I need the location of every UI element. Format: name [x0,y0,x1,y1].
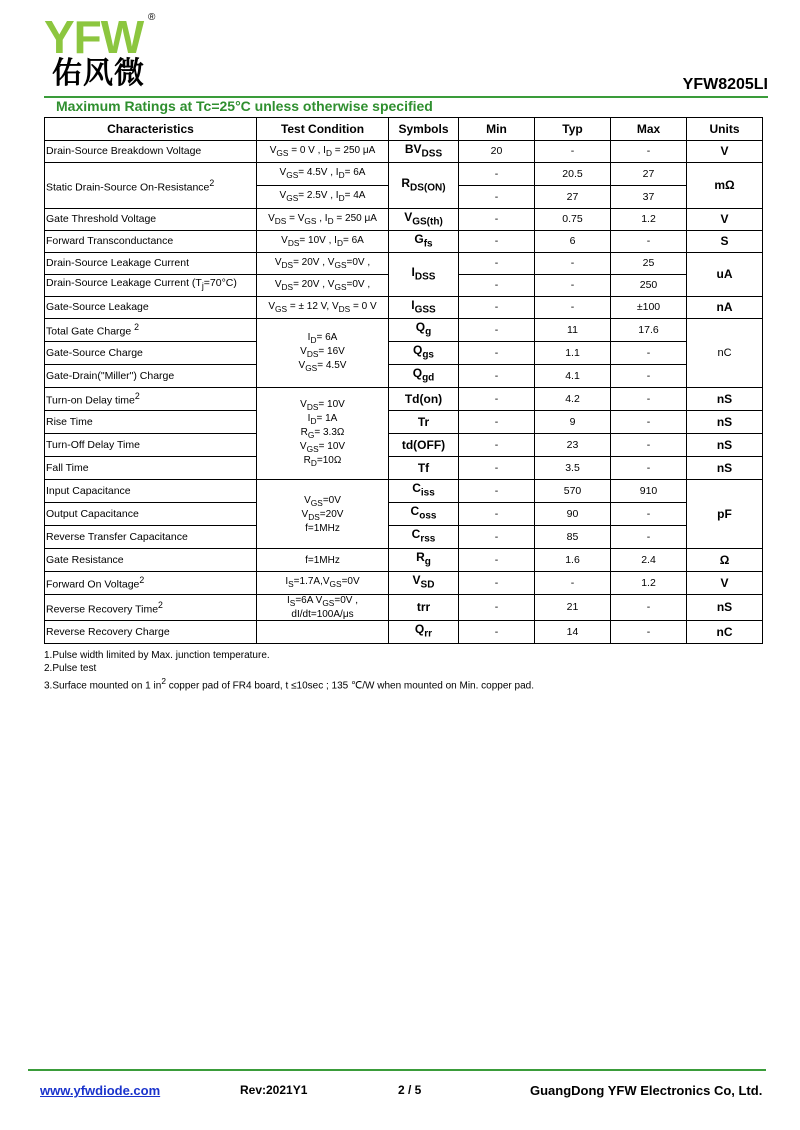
unit-cell: pF [687,480,763,549]
table-row [45,209,763,231]
characteristic-cell: Fall Time [45,457,257,480]
min-cell: - [459,342,535,365]
characteristic-cell: Gate Resistance [45,549,257,572]
max-cell: - [611,457,687,480]
max-cell: - [611,365,687,388]
table-row [45,231,763,253]
characteristic-cell: Static Drain-Source On-Resistance$^2$ [45,163,257,209]
condition-cell: $I_D= 6A$ $V_{DS}= 16V$ $V_{GS}= 4.5V$ [257,319,389,388]
condition-cell: $V_{GS}= 2.5V$ , $I_D= 4A$ [257,186,389,209]
characteristic-cell: Drain-Source Leakage Current [45,253,257,275]
characteristic-cell: Output Capacitance [45,503,257,526]
characteristic-cell: Gate-Source Charge [45,342,257,365]
typ-cell: - [535,297,611,319]
min-cell: - [459,253,535,275]
table-row [45,503,763,526]
table-row [45,526,763,549]
symbol-cell: $I_{DSS}$ [389,253,459,297]
table-row [45,141,763,163]
unit-cell: V [687,141,763,163]
characteristic-cell: Rise Time [45,411,257,434]
condition-cell: $V_{DS}= 10V$ , $I_D= 6A$ [257,231,389,253]
max-cell: - [611,595,687,621]
typ-cell: - [535,572,611,595]
page-number: 2 / 5 [398,1083,422,1097]
min-cell: - [459,411,535,434]
company-name: GuangDong YFW Electronics Co, Ltd. [530,1083,763,1098]
table-row [45,319,763,342]
symbol-cell: td(OFF) [389,434,459,457]
condition-cell: $V_{GS}=0V$ $V_{DS}=20V$ f=1MHz [257,480,389,549]
max-cell: 910 [611,480,687,503]
symbol-cell: $G_{fs}$ [389,231,459,253]
characteristic-cell: Turn-Off Delay Time [45,434,257,457]
symbol-cell: $Q_{rr}$ [389,621,459,644]
footnote: 3.Surface mounted on 1 $in^2$ copper pad of FR4 board, t ≤10sec ; 135 ℃/W when mounted on Min. copper pad. [44,676,534,692]
min-cell: - [459,595,535,621]
symbol-cell: $V_{SD}$ [389,572,459,595]
max-cell: - [611,388,687,411]
min-cell: - [459,231,535,253]
column-header: Test Condition [257,118,389,141]
symbol-cell: Td(on) [389,388,459,411]
column-header: Units [687,118,763,141]
table-row [45,595,763,621]
typ-cell: 23 [535,434,611,457]
max-cell: - [611,342,687,365]
symbol-cell: $V_{GS(th)}$ [389,209,459,231]
max-cell: - [611,411,687,434]
max-cell: - [611,621,687,644]
table-row [45,480,763,503]
table-row [45,253,763,275]
symbol-cell: $R_{DS(ON)}$ [389,163,459,209]
typ-cell: 90 [535,503,611,526]
typ-cell: - [535,275,611,297]
table-row [45,297,763,319]
max-cell: 2.4 [611,549,687,572]
min-cell: - [459,526,535,549]
unit-cell: nC [687,319,763,388]
typ-cell: 4.2 [535,388,611,411]
characteristic-cell: Gate-Source Leakage [45,297,257,319]
max-cell: - [611,503,687,526]
min-cell: - [459,434,535,457]
characteristic-cell: Gate Threshold Voltage [45,209,257,231]
typ-cell: - [535,141,611,163]
table-row [45,411,763,434]
condition-cell: $V_{DS}= 20V$ , $V_{GS}=0V$ , [257,253,389,275]
max-cell: ±100 [611,297,687,319]
unit-cell: nS [687,388,763,411]
unit-cell: V [687,572,763,595]
column-header: Max [611,118,687,141]
website-link[interactable]: www.yfwdiode.com [40,1083,161,1098]
table-row [45,434,763,457]
unit-cell: nA [687,297,763,319]
condition-cell [257,621,389,644]
footnotes [44,650,534,693]
condition-cell: f=1MHz [257,549,389,572]
condition-cell: $V_{GS}$ = ± 12 V, $V_{DS} = 0$ V [257,297,389,319]
characteristic-cell: Forward Transconductance [45,231,257,253]
min-cell: - [459,365,535,388]
typ-cell: 14 [535,621,611,644]
column-header: Characteristics [45,118,257,141]
part-number: YFW8205LI [682,76,768,93]
company-logo [44,12,164,92]
typ-cell: 85 [535,526,611,549]
column-header: Min [459,118,535,141]
condition-cell: $V_{GS}= 4.5V$ , $I_D= 6A$ [257,163,389,186]
max-cell: - [611,141,687,163]
bottom-divider [28,1069,766,1071]
footnote: 1.Pulse width limited by Max. junction temperature. [44,650,270,661]
unit-cell: Ω [687,549,763,572]
min-cell: - [459,480,535,503]
typ-cell: 3.5 [535,457,611,480]
unit-cell: mΩ [687,163,763,209]
condition-cell: $I_S=6A$ $V_{GS}=0V$ , dI/dt=100A/μs [257,595,389,621]
characteristic-cell: Reverse Recovery Charge [45,621,257,644]
min-cell: - [459,621,535,644]
min-cell: - [459,503,535,526]
unit-cell: uA [687,253,763,297]
max-cell: 1.2 [611,209,687,231]
table-row [45,572,763,595]
characteristic-cell: Gate-Drain("Miller") Charge [45,365,257,388]
min-cell: - [459,572,535,595]
condition-cell: $V_{DS}= 20V$ , $V_{GS}=0V$ , [257,275,389,297]
characteristic-cell: Turn-on Delay time$^2$ [45,388,257,411]
min-cell: - [459,388,535,411]
max-cell: - [611,434,687,457]
typ-cell: 27 [535,186,611,209]
table-row [45,342,763,365]
characteristic-cell: Reverse Transfer Capacitance [45,526,257,549]
symbol-cell: $R_g$ [389,549,459,572]
max-cell: - [611,231,687,253]
max-cell: 17.6 [611,319,687,342]
table-row [45,549,763,572]
condition-cell: $V_{DS} = V_{GS}$ , $I_D = 250$ μA [257,209,389,231]
min-cell: - [459,297,535,319]
table-row [45,457,763,480]
logo-chinese-text: 佑风微 [52,56,145,91]
footnote: 2.Pulse test [44,662,97,674]
symbol-cell: $Q_{gs}$ [389,342,459,365]
symbol-cell: trr [389,595,459,621]
min-cell: - [459,209,535,231]
table-header-row [45,118,763,141]
symbol-cell: $I_{GSS}$ [389,297,459,319]
typ-cell: 6 [535,231,611,253]
unit-cell: S [687,231,763,253]
condition-cell: $V_{GS} = 0$ V , $I_D = 250$ μA [257,141,389,163]
typ-cell: 570 [535,480,611,503]
characteristic-cell: Forward On Voltage$^2$ [45,572,257,595]
characteristic-cell: Drain-Source Breakdown Voltage [45,141,257,163]
typ-cell: - [535,253,611,275]
typ-cell: 21 [535,595,611,621]
typ-cell: 1.1 [535,342,611,365]
unit-cell: nS [687,411,763,434]
symbol-cell: $C_{iss}$ [389,480,459,503]
symbol-cell: $C_{rss}$ [389,526,459,549]
max-cell: 25 [611,253,687,275]
max-cell: - [611,526,687,549]
max-cell: 1.2 [611,572,687,595]
min-cell: - [459,163,535,186]
characteristic-cell: Total Gate Charge $^2$ [45,319,257,342]
symbol-cell: $C_{oss}$ [389,503,459,526]
table-row [45,621,763,644]
symbol-cell: $Q_g$ [389,319,459,342]
unit-cell: nC [687,621,763,644]
column-header: Symbols [389,118,459,141]
typ-cell: 4.1 [535,365,611,388]
typ-cell: 0.75 [535,209,611,231]
typ-cell: 11 [535,319,611,342]
characteristic-cell: Drain-Source Leakage Current $(T_j=70^\circ C)$ [45,275,257,297]
min-cell: - [459,457,535,480]
unit-cell: nS [687,457,763,480]
min-cell: 20 [459,141,535,163]
typ-cell: 20.5 [535,163,611,186]
revision-label: Rev:2021Y1 [240,1083,308,1097]
min-cell: - [459,186,535,209]
registered-mark: ® [148,12,156,23]
symbol-cell: Tr [389,411,459,434]
max-cell: 27 [611,163,687,186]
typ-cell: 1.6 [535,549,611,572]
max-cell: 250 [611,275,687,297]
characteristic-cell: Input Capacitance [45,480,257,503]
unit-cell: nS [687,434,763,457]
section-title: Maximum Ratings at Tc=25°C unless otherwise specified [56,98,433,114]
table-row [45,163,763,186]
symbol-cell: $Q_{gd}$ [389,365,459,388]
characteristic-cell: Reverse Recovery Time$^2$ [45,595,257,621]
unit-cell: nS [687,595,763,621]
min-cell: - [459,549,535,572]
max-cell: 37 [611,186,687,209]
table-row [45,388,763,411]
min-cell: - [459,319,535,342]
symbol-cell: $BV_{DSS}$ [389,141,459,163]
logo-text: YFW [44,11,144,63]
condition-cell: $I_S=1.7A,V_{GS}=0V$ [257,572,389,595]
symbol-cell: Tf [389,457,459,480]
condition-cell: $V_{DS}= 10V$ $I_D= 1A$ $R_G= 3.3\Omega$ $V_{GS}= 10V$ $R_D=10\Omega$ [257,388,389,480]
min-cell: - [459,275,535,297]
top-divider [44,96,768,98]
table-row [45,365,763,388]
unit-cell: V [687,209,763,231]
column-header: Typ [535,118,611,141]
typ-cell: 9 [535,411,611,434]
electrical-characteristics-table [44,117,763,644]
